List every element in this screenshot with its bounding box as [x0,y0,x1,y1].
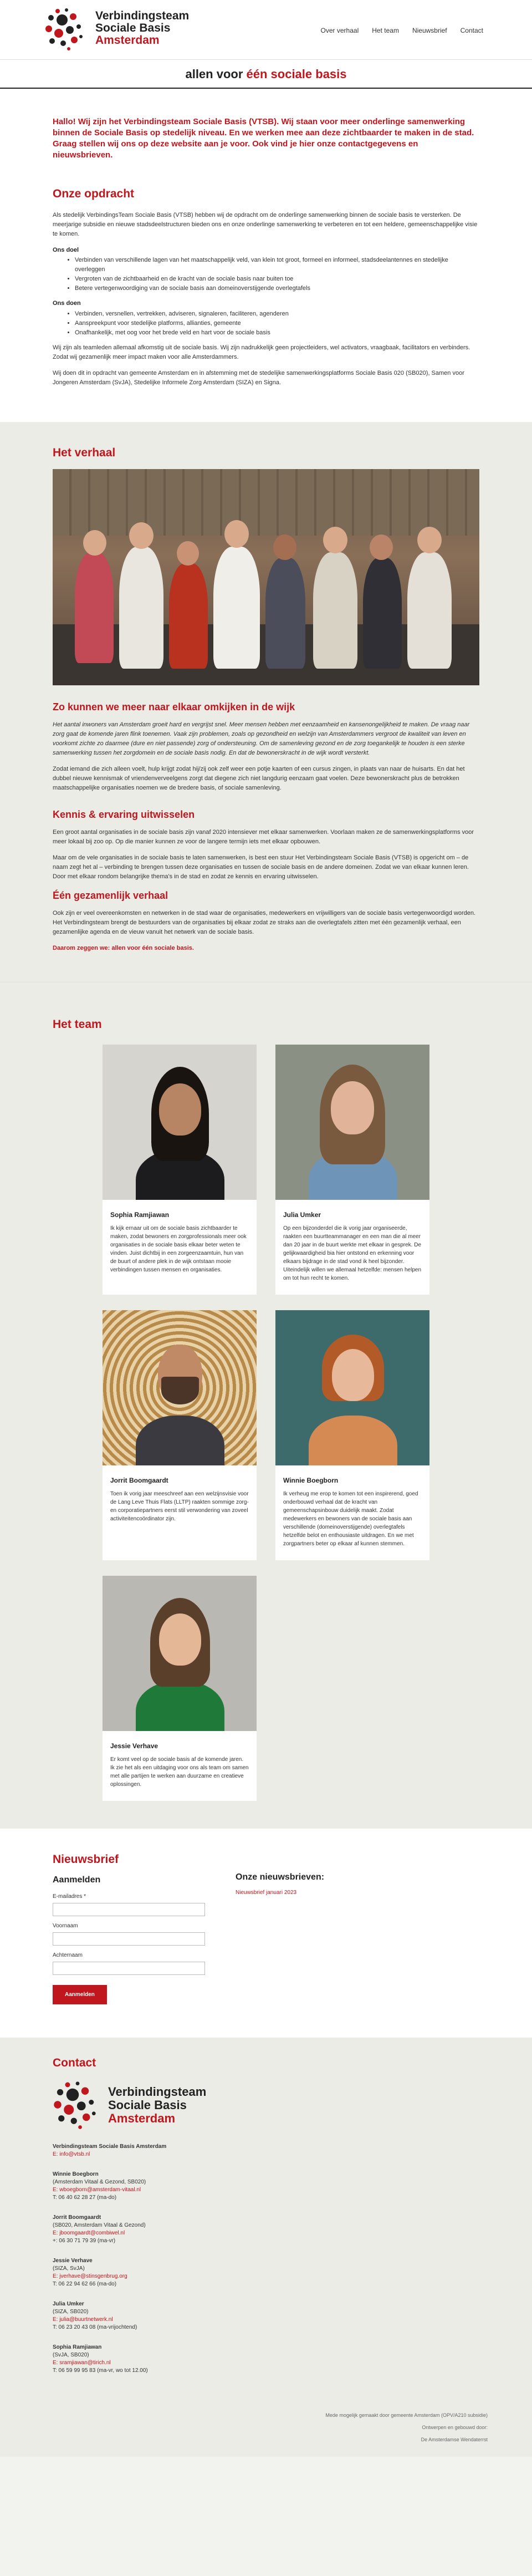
logo-line3: Amsterdam [108,2111,176,2125]
opdracht-text: Als stedelijk VerbindingsTeam Sociale Basis (VTSB) hebben wij de opdracht om de onderlinge samenwerking binnen de sociale basis te versterken. De meerjarige subsidie en nieuwe stadsdeelstructuren bieden ons en onze onderlinge samenwerking te verbeteren en tot een heldere, gemeenschappelijke visie te komen. [53,211,478,237]
intro-section [0,89,532,422]
logo-text [95,10,189,47]
contact-block [53,2214,479,2245]
doel-label: Ons doel [53,246,79,253]
team-desc: Op een bijzonderdel die ik vorig jaar organiseerde, raakten een buurtteammanager en een man die al meer dan 20 jaar in de buurt werkte met elkaar in gesprek. De gelijkwaardigheid bia hier ontstond en erkenning voor elkaars bijdrage in de stad vond ik heel bijzonder. Uiteindelijk willen we allemaal hetzelfde: mensen helpen om tot hun recht te komen. [283,1225,422,1281]
newsletter-archive [236,1851,396,2005]
list-item: • Aanspreekpunt voor stedelijke platforms, allianties, gemeente [75,319,479,328]
team-name: Jessie Verhave [110,1742,158,1750]
team-card [103,1310,257,1560]
logo-line3: Amsterdam [95,34,160,47]
team-card [275,1045,429,1295]
contact-line: T: 06 22 94 62 66 (ma-do) [53,2280,117,2287]
main-nav [321,26,483,35]
logo-line2: Sociale Basis [95,22,171,34]
logo-dots-icon [44,7,89,51]
logo-line2: Sociale Basis [108,2098,187,2112]
contact-line[interactable]: E: julia@buurtnetwerk.nl [53,2316,113,2323]
contact-line: T: 06 23 20 43 08 (ma-vrijochtend) [53,2324,137,2330]
contact-line: +: 06 30 71 79 39 (ma-vr) [53,2237,116,2244]
contact-logo [53,2080,479,2135]
list-item: • Verbinden van verschillende lagen van het maatschappelijk veld, van klein tot groot, formeel en informeel, stadsdeelantennes en stedelijke overleggen [75,256,479,274]
contact-line[interactable]: E: info@vtsb.nl [53,2151,90,2157]
closing-line: Daarom zeggen we: allen voor één sociale basis. [53,945,194,951]
team-photo [103,1576,257,1731]
contact-name: Jessie Verhave [53,2257,93,2264]
contact-line: (SB020, Amsterdam Vitaal & Gezond) [53,2222,146,2228]
team-card [103,1576,257,1801]
omkijken-heading: Zo kunnen we meer naar elkaar omkijken in de wijk [53,701,295,712]
signup-heading: Aanmelden [53,1875,101,1885]
contact-line[interactable]: E: jverhave@stinsgenbrug.org [53,2273,127,2279]
team-desc: Ik kijk ernaar uit om de sociale basis zichtbaarder te maken, zodat bewoners en zorgprofessionals meer ook organisaties in de sociale basis elkaar beter weten te vinden. Juist dichtbij in een zorgeenzaamtuin, hun van de buurt of andere plek in de wijk ontstaan mooie verbindingen tussen mensen en organisaties. [110,1225,247,1273]
site-header [0,0,532,60]
logo-line1: Verbindingsteam [95,9,190,22]
contact-block [53,2257,479,2288]
verhaal-section [0,422,532,982]
contact-block [53,2344,479,2375]
team-photo [275,1310,429,1465]
archive-heading: Onze nieuwsbrieven: [236,1872,325,1882]
contact-name: Julia Umker [53,2300,84,2307]
firstname-label: Voornaam [53,1923,78,1929]
team-name: Winnie Boegborn [283,1476,339,1484]
team-role-text: Wij zijn als teamleden allemaal afkomstig uit de sociale basis. Wij zijn nadrukkelijk geen projectleiders, wel activators, vraagbaak, facilitators en verbinders. Zodat wij gezamenlijk meer impact maken voor alle Amsterdammers. [53,344,470,360]
intro-lead: Hallo! Wij zijn het Verbindingsteam Sociale Basis (VTSB). Wij staan voor meer onderlinge samenwerking binnen de Sociale Basis op stedelijk niveau. En we werken mee aan deze zichtbaarder te maken in de stad. Graag stellen wij ons op deze website aan je voor. Ook vind je hier onze contactgegevens en nieuwsbrieven. [53,117,474,160]
newsletter-link[interactable]: Nieuwsbrief januari 2023 [236,1889,297,1896]
contact-line[interactable]: E: wboegborn@amsterdam-vitaal.nl [53,2186,141,2193]
tagline [185,65,346,83]
group-photo [53,469,479,685]
team-section [0,982,532,1829]
email-label: E-mailadres * [53,1893,86,1900]
newsletter-heading: Nieuwsbrief [53,1852,119,1866]
nav-nieuwsbrief[interactable]: Nieuwsbrief [412,27,447,34]
contact-line: (SIZA, SvJA) [53,2265,85,2272]
contact-line[interactable]: E: sramjiawan@tirich.nl [53,2359,111,2366]
list-item: • Betere vertegenwoordiging van de sociale basis aan domeinoverstijgende overlegtafels [75,284,479,293]
team-photo [103,1045,257,1200]
contact-heading: Contact [53,2056,96,2069]
doen-label: Ons doen [53,300,81,307]
team-desc: Ik verheug me erop te komen tot een inspirerend, goed onderbouwd verhaal dat de kracht van gemeenschapsinbouw duidelijk maakt. Zodat medewerkers en bewoners van de sociale basis aan verschillende (domeinoverstijgende) overlegtafels hetzelfde belot en enthousiaste uitdragen. En we met zorgpartners beter op elkaar af kunnen stemmen. [283,1490,418,1547]
omkijken-text: Zodat iemand die zich alleen voelt, hulp krijgt zodat hij/zij ook zelf weer een potje kaarten of een cursus zingen, in plaats van naar de huisarts. En dat het dubbel nieuwe kennismak of vriendenverveelgens zorgt dat diegene zich niet langdurig eenzaam gaat voelen. Deze bewonerskracht plus de betrokken maatschappelijke organisaties noemen we de bredere basis, of sociale samenleving. [53,766,465,791]
logo-dots-icon [53,2080,103,2130]
contact-line: (SvJA, SB020) [53,2351,89,2358]
verhaal-heading: Het verhaal [53,446,116,459]
team-card [275,1310,429,1560]
team-desc: Er komt veel op de sociale basis af de komende jaren. Ik zie het als een uitdaging voor ons als team om samen met alle partijen te werken aan duurzame en creatieve oplossingen. [110,1756,249,1788]
omkijken-italic: Het aantal inwoners van Amsterdam groeit hard en vergrijst snel. Meer mensen hebben met eenzaamheid en kansenongelijkheid te maken. De vraag naar zorg gaat de komende jaren flink toenemen. Vaak zijn problemen, zoals op gezondheid en welzijn van Amsterdammers vergroot de kwaliteit van leven en voorkomt zichte zo daarmee (dure en niet passende) zorg of ondersteuning. Om de samenleving gezond en de zorg toegankelijk te houden is een sterke samenwerking tussen het zorgdomein en de sociale basis nodig. En dat de bewonerskracht in de wijk wordt versterkt. [53,721,470,756]
team-heading: Het team [53,1018,102,1031]
contact-line[interactable]: E: jboomgaardt@combiwel.nl [53,2229,125,2236]
doel-list [75,256,479,293]
verhaal2-heading: Één gezamenlijk verhaal [53,890,168,901]
tagline-pre: allen voor [185,67,247,81]
email-field[interactable] [53,1903,205,1916]
lastname-field[interactable] [53,1962,205,1975]
footer-design-link[interactable]: De Amsterdamse Wendaterrst [421,2436,488,2442]
kennis-text-1: Een groot aantal organisaties in de sociale basis zijn vanaf 2020 intensiever met elkaar samenwerken. Voorlaan maken ze de samenwerkingsplatforms voor meer lokaal bij zoo op. Op die manier kunnen ze voor de langere termijn iets met elkaar opbouwen. [53,829,474,845]
contact-name: Winnie Boegborn [53,2171,99,2177]
opdracht-heading: Onze opdracht [53,187,135,200]
contact-name: Verbindingsteam Sociale Basis Amsterdam [53,2143,167,2150]
team-desc: Toen ik vorig jaar meeschreef aan een welzijnsvisie voor de Lang Leve Thuis Flats (LLTP) raakten sommige zorg- en corporatiepartners eerst stil verwondering van zoveel activiteitencoördinator zijn. [110,1490,249,1522]
firstname-field[interactable] [53,1932,205,1946]
tagline-bar [0,60,532,89]
list-item: • Vergroten van de zichtbaarheid en de kracht van de sociale basis naar buiten toe [75,274,479,284]
newsletter-form [53,1851,213,2005]
tagline-red: één sociale basis [246,67,347,81]
contact-line: (SIZA, SB020) [53,2308,89,2315]
contact-list [53,2143,479,2375]
team-name: Julia Umker [283,1210,321,1219]
contact-section [0,2038,532,2457]
team-photo [275,1045,429,1200]
lastname-label: Achternaam [53,1952,83,1958]
doen-list [75,309,479,338]
contact-block [53,2300,479,2331]
site-footer [0,2409,532,2457]
contact-line: (Amsterdam Vitaal & Gezond, SB020) [53,2178,146,2185]
footer-design-label: Ontwerpen en gebouwd door: [422,2424,488,2430]
site-logo[interactable] [44,7,190,51]
footer-credit: Mede mogelijk gemaakt door gemeente Amsterdam (OPV/A210 subsidie) [325,2412,488,2418]
team-name: Sophia Ramjiawan [110,1210,170,1219]
team-name: Jorrit Boomgaardt [110,1476,168,1484]
contact-line: T: 06 59 99 95 83 (ma-vr, wo tot 12.00) [53,2367,148,2374]
logo-line1: Verbindingsteam [108,2084,207,2099]
kennis-heading: Kennis & ervaring uitwisselen [53,809,195,820]
newsletter-section [0,1829,532,2038]
verhaal2-text: Ook zijn er veel overeenkomsten en netwerken in de stad waar de organisaties, medewerkers en vrijwilligers van de sociale basis vertegenwoordigd worden. Het Verbindingsteam brengt de bestuurders van de organisaties bij elkaar zodat ze straks aan die overlegtafels zitten met één gezamenlijk verhaal, een gezamenlijke agenda en de vieuw vanuit het netwerk van de sociale basis. [53,910,476,935]
team-grid [103,1045,429,1829]
contact-name: Jorrit Boomgaardt [53,2214,101,2221]
contact-logo-text [108,2085,206,2125]
list-item: • Onafhankelijk, met oog voor het brede veld en hart voor de sociale basis [75,328,479,338]
nav-over-verhaal[interactable]: Over verhaal [320,27,359,34]
nav-het-team[interactable]: Het team [372,27,399,34]
contact-line: T: 06 40 62 28 27 (ma-do) [53,2194,117,2201]
nav-contact[interactable]: Contact [460,27,483,34]
subscribe-button[interactable]: Aanmelden [53,1985,107,2004]
contact-name: Sophia Ramjiawan [53,2344,102,2350]
team-photo [103,1310,257,1465]
team-card [103,1045,257,1295]
opdrachtgever-text: Wij doen dit in opdracht van gemeente Amsterdam en in afstemming met de stedelijke samenwerkingsplatforms Sociale Basis 020 (SB020), Samen voor Jongeren Amsterdam (SvJA), Stedelijke Informele Zorg Amsterdam (SIZA) en Signa. [53,369,464,386]
contact-block [53,2171,479,2202]
list-item: • Verbinden, versnellen, vertrekken, adviseren, signaleren, faciliteren, agenderen [75,309,479,319]
contact-block [53,2143,479,2158]
kennis-text-2: Maar om de vele organisaties in de sociale basis te laten samenwerken, is best een stuur Het Verbindingsteam Sociale Basis (VTSB) is opgericht om – de naam zegt het al – verbinding te brengen tussen deze organisaties en tussen de sociale basis en de andere domeinen. Zodat we van elkaar kunnen leren. Door met elkaar rondom belangrijke thema's in de stad en zodat ze kennis en ervaring uitwisselen. [53,854,469,880]
